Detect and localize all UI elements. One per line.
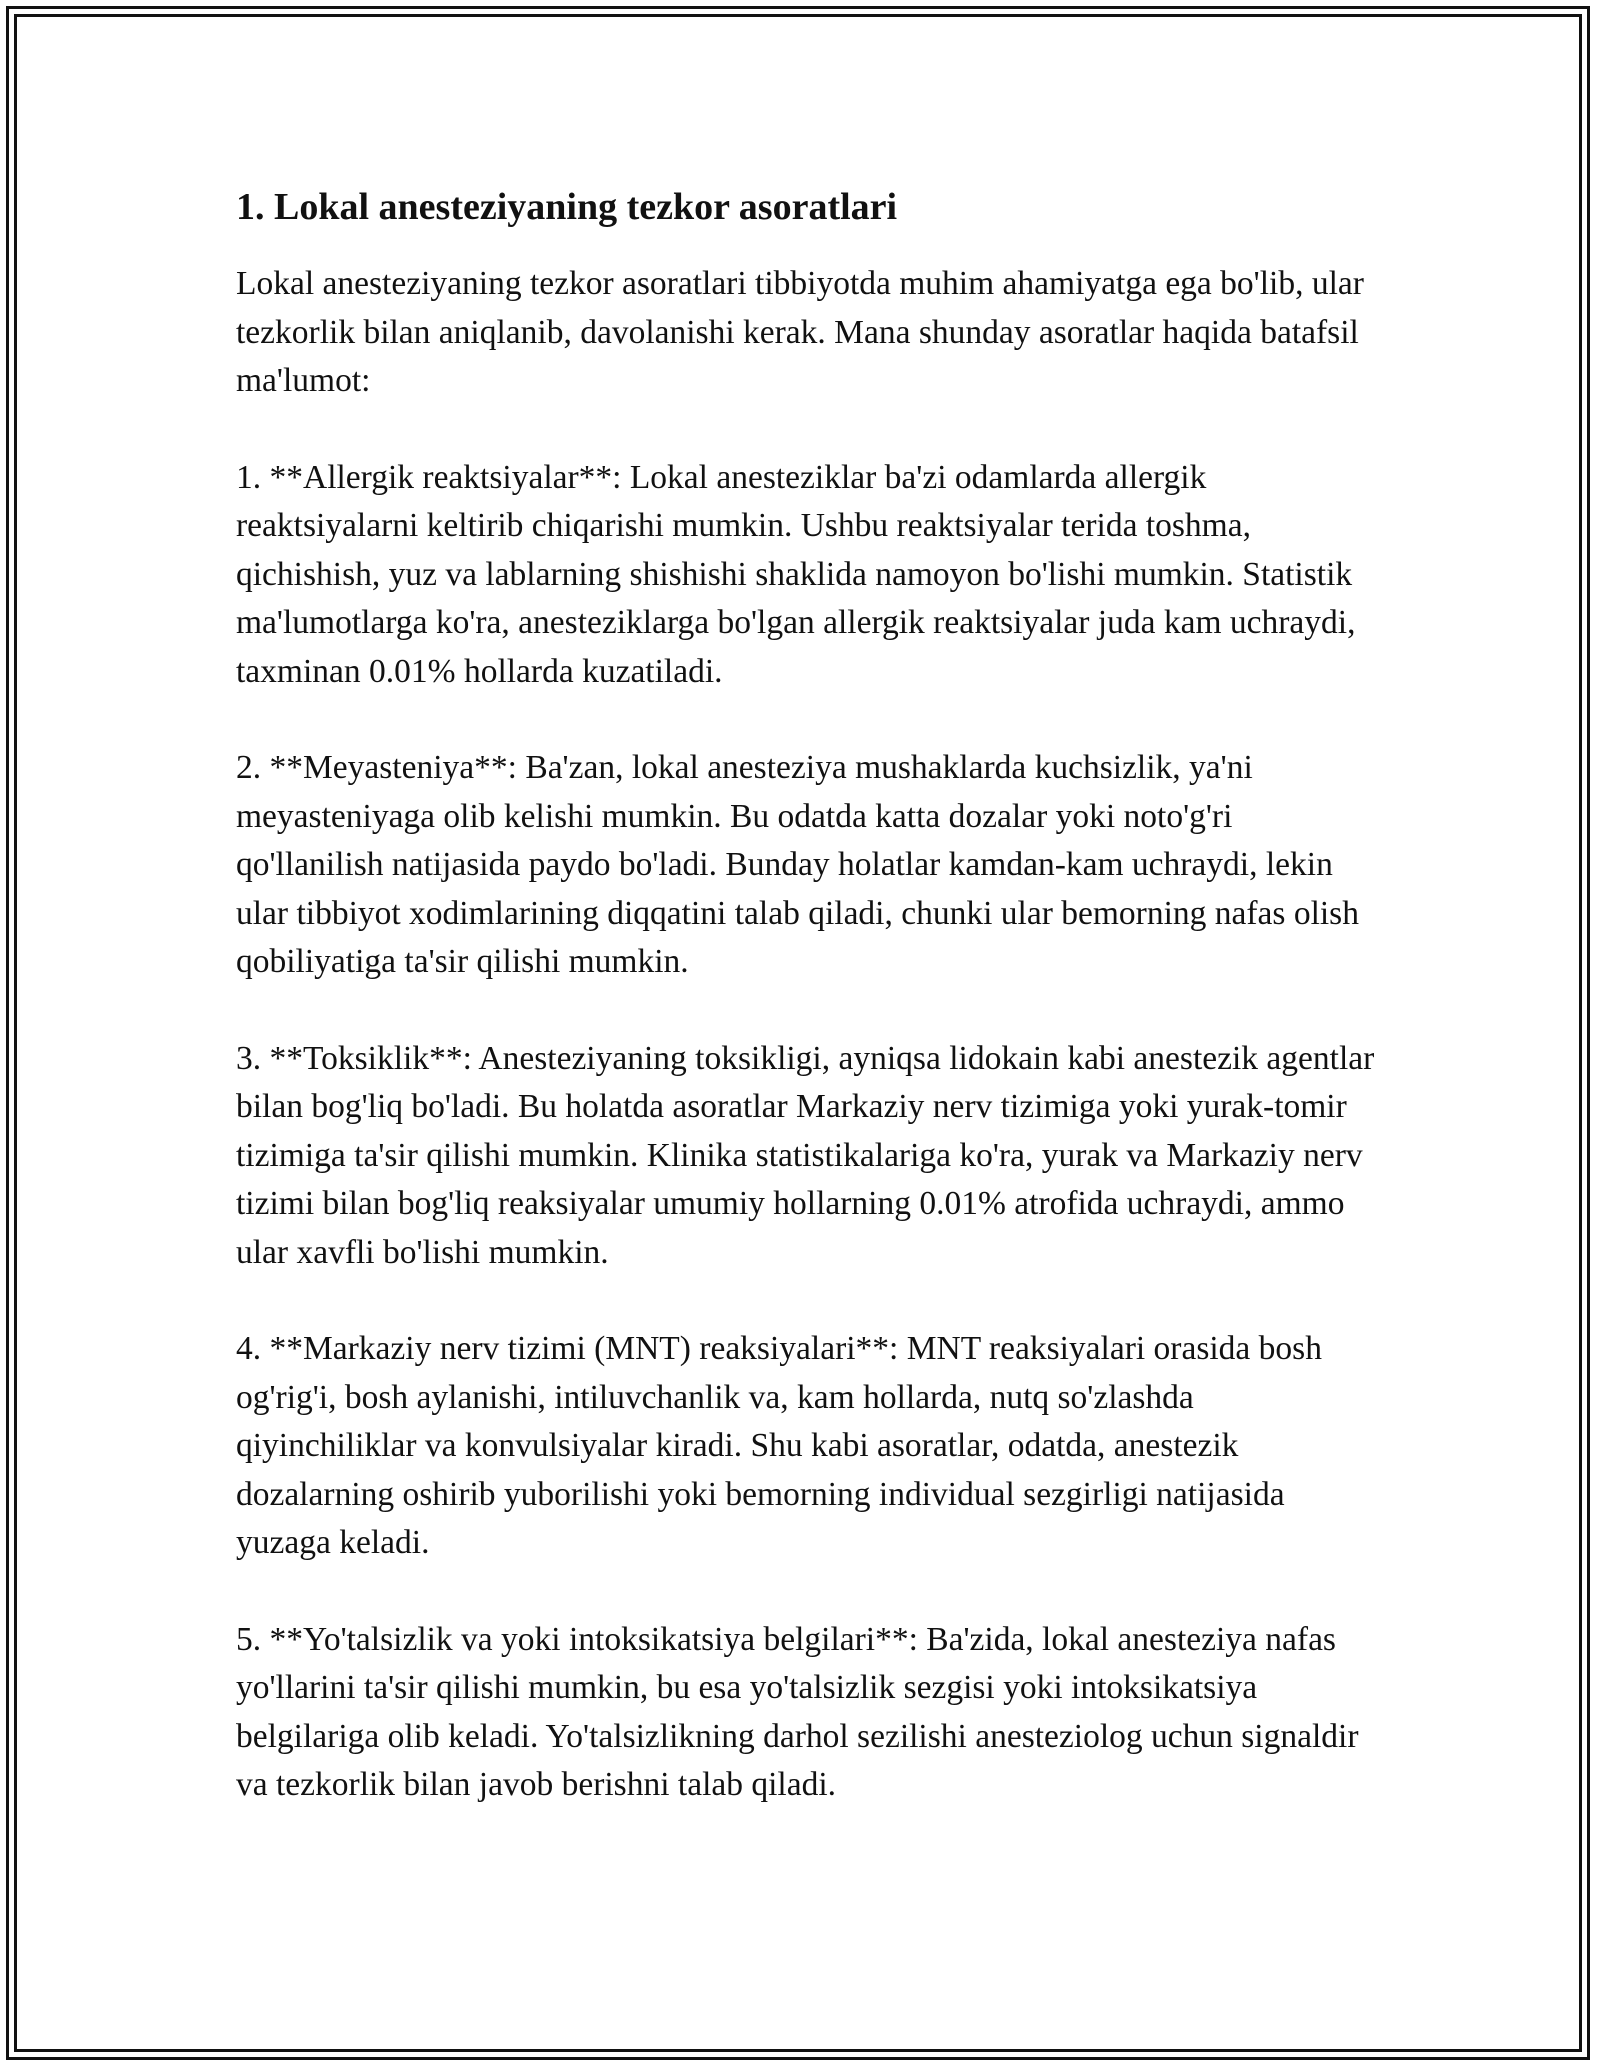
list-item: 3. **Toksiklik**: Anesteziyaning toksikligi, ayniqsa lidokain kabi anestezik agentlar bilan bog'liq bo'ladi. Bu holatda asoratlar Markaziy nerv tizimiga yoki yurak-tomir tizimiga ta'sir qilishi mumkin. Klinika statistikalariga ko'ra, yurak va Markaziy nerv tizimi bilan bog'liq reaksiyalar umumiy hollarning 0.01% atrofida uchraydi, ammo ular xavfli bo'lishi mumkin. [236,1039,1375,1271]
list-item: 4. **Markaziy nerv tizimi (MNT) reaksiyalari**: MNT reaksiyalari orasida bosh og'rig'i, bosh aylanishi, intiluvchanlik va, kam hollarda, nutq so'zlashda qiyinchiliklar va konvulsiyalar kiradi. Shu kabi asoratlar, odatda, anestezik dozalarning oshirib yuborilishi yoki bemorning individual sezgirligi natijasida yuzaga keladi. [236,1330,1322,1561]
document-title: 1. Lokal anesteziyaning tezkor asoratlari [236,186,898,228]
list-item: 2. **Meyasteniya**: Ba'zan, lokal anesteziya mushaklarda kuchsizlik, ya'ni meyasteniyaga olib kelishi mumkin. Bu odatda katta dozalar yoki noto'g'ri qo'llanilish natijasida paydo bo'ladi. Bunday holatlar kamdan-kam uchraydi, lekin ular tibbiyot xodimlarining diqqatini talab qiladi, chunki ular bemorning nafas olish qobiliyatiga ta'sir qilishi mumkin. [236,749,1359,980]
list-item: 1. **Allergik reaktsiyalar**: Lokal anesteziklar ba'zi odamlarda allergik reaktsiyalarni keltirib chiqarishi mumkin. Ushbu reaktsiyalar terida toshma, qichishish, yuz va lablarning shishishi shaklida namoyon bo'lishi mumkin. Statistik ma'lumotlarga ko'ra, anesteziklarga bo'lgan allergik reaktsiyalar juda kam uchraydi, taxminan 0.01% hollarda kuzatiladi. [236,458,1356,690]
document-body [236,182,1376,1858]
intro-paragraph: Lokal anesteziyaning tezkor asoratlari tibbiyotda muhim ahamiyatga ega bo'lib, ular tezkorlik bilan aniqlanib, davolanishi kerak. Mana shunday asoratlar haqida batafsil ma'lumot: [236,265,1364,399]
list-item: 5. **Yo'talsizlik va yoki intoksikatsiya belgilari**: Ba'zida, lokal anesteziya nafas yo'llarini ta'sir qilishi mumkin, bu esa yo'talsizlik sezgisi yoki intoksikatsiya belgilariga olib keladi. Yo'talsizlikning darhol sezilishi anesteziolog uchun signaldir va tezkorlik bilan javob berishni talab qiladi. [236,1620,1359,1803]
